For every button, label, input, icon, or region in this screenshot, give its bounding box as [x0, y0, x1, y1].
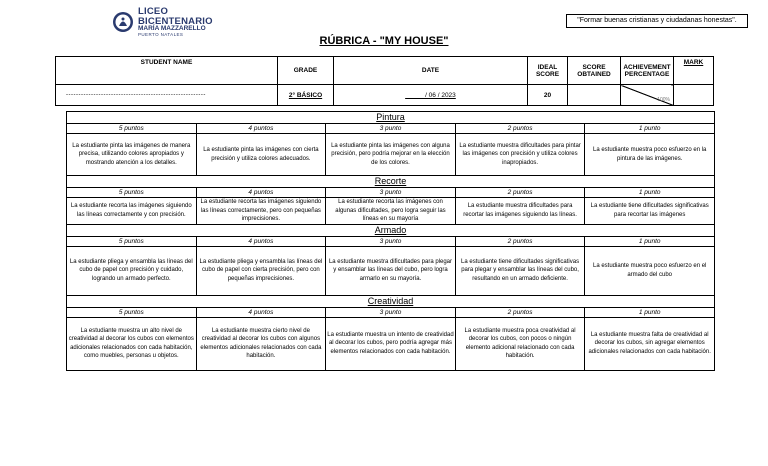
rubric-descriptor: La estudiante muestra poca creatividad al decorar los cubos, con pocos o ningún elemento adicional relacionado con cada habitación. — [455, 317, 585, 370]
rubric-descriptor: La estudiante pinta las imágenes con cierta precisión y utiliza colores adecuados. — [196, 134, 326, 176]
level-header: 3 punto — [326, 307, 456, 317]
rubric-descriptor: La estudiante muestra dificultades para pintar las imágenes con precisión y utiliza colores inapropiados. — [455, 134, 585, 176]
score-obtained-field[interactable] — [568, 85, 621, 106]
level-header: 5 puntos — [67, 236, 197, 246]
section-title: Armado — [67, 224, 715, 236]
mark-header: MARK — [674, 57, 714, 85]
level-header: 2 puntos — [455, 124, 585, 134]
school-logo — [112, 6, 232, 37]
student-name-field[interactable]: -------------------------------------------------------- — [56, 85, 278, 106]
level-header: 3 punto — [326, 236, 456, 246]
level-header: 2 puntos — [455, 307, 585, 317]
rubric-descriptor: La estudiante pliega y ensambla las líneas del cubo de papel con precisión y cuidado, logrando un armado perfecto. — [67, 246, 197, 295]
level-header: 3 punto — [326, 124, 456, 134]
rubric-table — [66, 111, 715, 371]
rubric-descriptor: La estudiante muestra cierto nivel de creatividad al decorar los cubos con algunos elementos adicionales relacionados con cada habitación. — [196, 317, 326, 370]
level-header: 4 puntos — [196, 188, 326, 198]
ideal-score-header: IDEAL SCORE — [528, 57, 568, 85]
rubric-descriptor: La estudiante muestra poco esfuerzo en el armado del cubo — [585, 246, 715, 295]
achievement-cell — [621, 85, 674, 106]
rubric-descriptor: La estudiante muestra falta de creatividad al decorar los cubos, sin agregar elementos adicionales relacionados con cada habitación. — [585, 317, 715, 370]
rubric-descriptor: La estudiante muestra dificultades para plegar y ensamblar las líneas del cubo, pero logra armarlo en su mayoría. — [326, 246, 456, 295]
rubric-descriptor: La estudiante muestra un alto nivel de creatividad al decorar los cubos con elementos adicionales relacionados con cada habitación, como muebles, personas u objetos. — [67, 317, 197, 370]
level-header: 4 puntos — [196, 124, 326, 134]
school-seal-icon — [112, 11, 134, 33]
rubric-descriptor: La estudiante muestra dificultades para recortar las imágenes siguiendo las líneas. — [455, 198, 585, 225]
level-header: 2 puntos — [455, 236, 585, 246]
rubric-descriptor: La estudiante pinta las imágenes con alguna precisión, pero podría mejorar en la elección de los colores. — [326, 134, 456, 176]
level-header: 5 puntos — [67, 124, 197, 134]
level-header: 1 punto — [585, 124, 715, 134]
level-header: 5 puntos — [67, 307, 197, 317]
logo-line-2: BICENTENARIO — [138, 15, 213, 27]
logo-line-3: MARÍA MAZZARELLO — [138, 25, 206, 32]
mark-field[interactable] — [674, 85, 714, 106]
rubric-descriptor: La estudiante pinta las imágenes de manera precisa, utilizando colores apropiados y mostrando atención a los detalles. — [67, 134, 197, 176]
achievement-value: 100% — [657, 97, 670, 103]
section-title: Recorte — [67, 176, 715, 188]
logo-line-1: LICEO — [138, 6, 169, 17]
grade-header: GRADE — [278, 57, 334, 85]
date-field[interactable]: _____ / 06 / 2023 — [334, 85, 528, 106]
student-info-table — [55, 56, 714, 106]
rubric-descriptor: La estudiante tiene dificultades significativas para plegar y ensamblar las líneas del cubo, resultando en un armado deficiente. — [455, 246, 585, 295]
rubric-descriptor: La estudiante recorta las imágenes siguiendo las líneas correctamente y con precisión. — [67, 198, 197, 225]
school-motto: "Formar buenas cristianas y ciudadanas honestas". — [566, 14, 748, 28]
level-header: 4 puntos — [196, 236, 326, 246]
rubric-descriptor: La estudiante muestra poco esfuerzo en la pintura de las imágenes. — [585, 134, 715, 176]
level-header: 1 punto — [585, 236, 715, 246]
level-header: 4 puntos — [196, 307, 326, 317]
section-title: Pintura — [67, 112, 715, 124]
rubric-descriptor: La estudiante tiene dificultades significativas para recortar las imágenes — [585, 198, 715, 225]
ideal-score-value: 20 — [528, 85, 568, 106]
score-obtained-header: SCORE OBTAINED — [568, 57, 621, 85]
date-header: DATE — [334, 57, 528, 85]
level-header: 1 punto — [585, 188, 715, 198]
rubric-descriptor: La estudiante recorta las imágenes siguiendo las líneas correctamente, pero con pequeñas imprecisiones. — [196, 198, 326, 225]
document-title: RÚBRICA - "MY HOUSE" — [319, 35, 449, 47]
grade-value: 2° BÁSICO — [278, 85, 334, 106]
rubric-descriptor: La estudiante pliega y ensambla las líneas del cubo de papel con cierta precisión, pero con pequeñas imprecisiones. — [196, 246, 326, 295]
rubric-descriptor: La estudiante recorta las imágenes con algunas dificultades, pero logra seguir las líneas en su mayoría — [326, 198, 456, 225]
level-header: 1 punto — [585, 307, 715, 317]
achievement-header: ACHIEVEMENT PERCENTAGE — [621, 57, 674, 85]
level-header: 5 puntos — [67, 188, 197, 198]
section-title: Creatividad — [67, 295, 715, 307]
level-header: 2 puntos — [455, 188, 585, 198]
logo-line-4: PUERTO NATALES — [138, 31, 184, 37]
student-name-header: STUDENT NAME — [56, 57, 278, 85]
rubric-descriptor: La estudiante muestra un intento de creatividad al decorar los cubos, pero podría agregar más elementos relacionados con cada habitación. — [326, 317, 456, 370]
level-header: 3 punto — [326, 188, 456, 198]
